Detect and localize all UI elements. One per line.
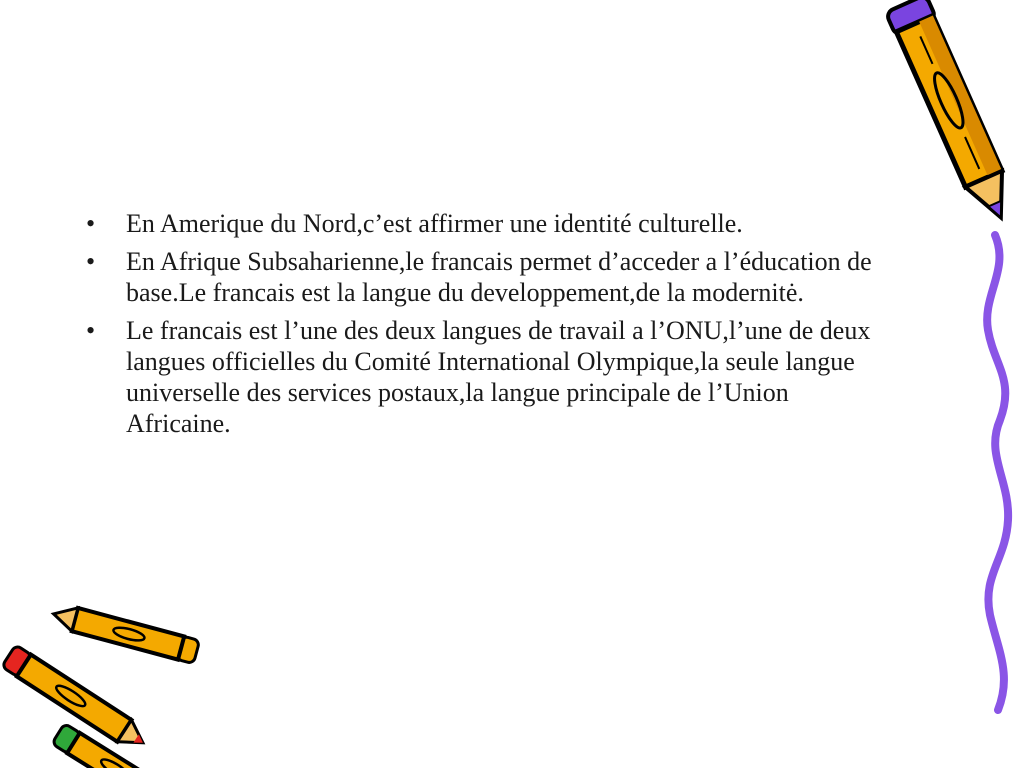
list-item xyxy=(86,246,886,308)
bullet-text: En Afrique Subsaharienne,le francais permet d’acceder a l’éducation de base.Le francais est la langue du developpement,de la modernitė. xyxy=(126,247,872,307)
crossed-pencils-icon xyxy=(0,610,210,760)
bullet-text: Le francais est l’une des deux langues de travail a l’ONU,l’une de deux langues officielles du Comité International Olympique,la seule langue universelle des services postaux,la langue principale de l’Union Africaine. xyxy=(126,316,871,438)
wavy-line-decoration xyxy=(960,230,1020,725)
list-item xyxy=(86,208,886,239)
bullet-dot: • xyxy=(86,247,96,276)
list-item xyxy=(86,315,886,439)
bullet-dot: • xyxy=(86,209,96,238)
bullet-dot: • xyxy=(86,316,96,345)
bullet-text: En Amerique du Nord,c’est affirmer une identité culturelle. xyxy=(126,209,743,238)
bullet-list xyxy=(86,208,886,446)
